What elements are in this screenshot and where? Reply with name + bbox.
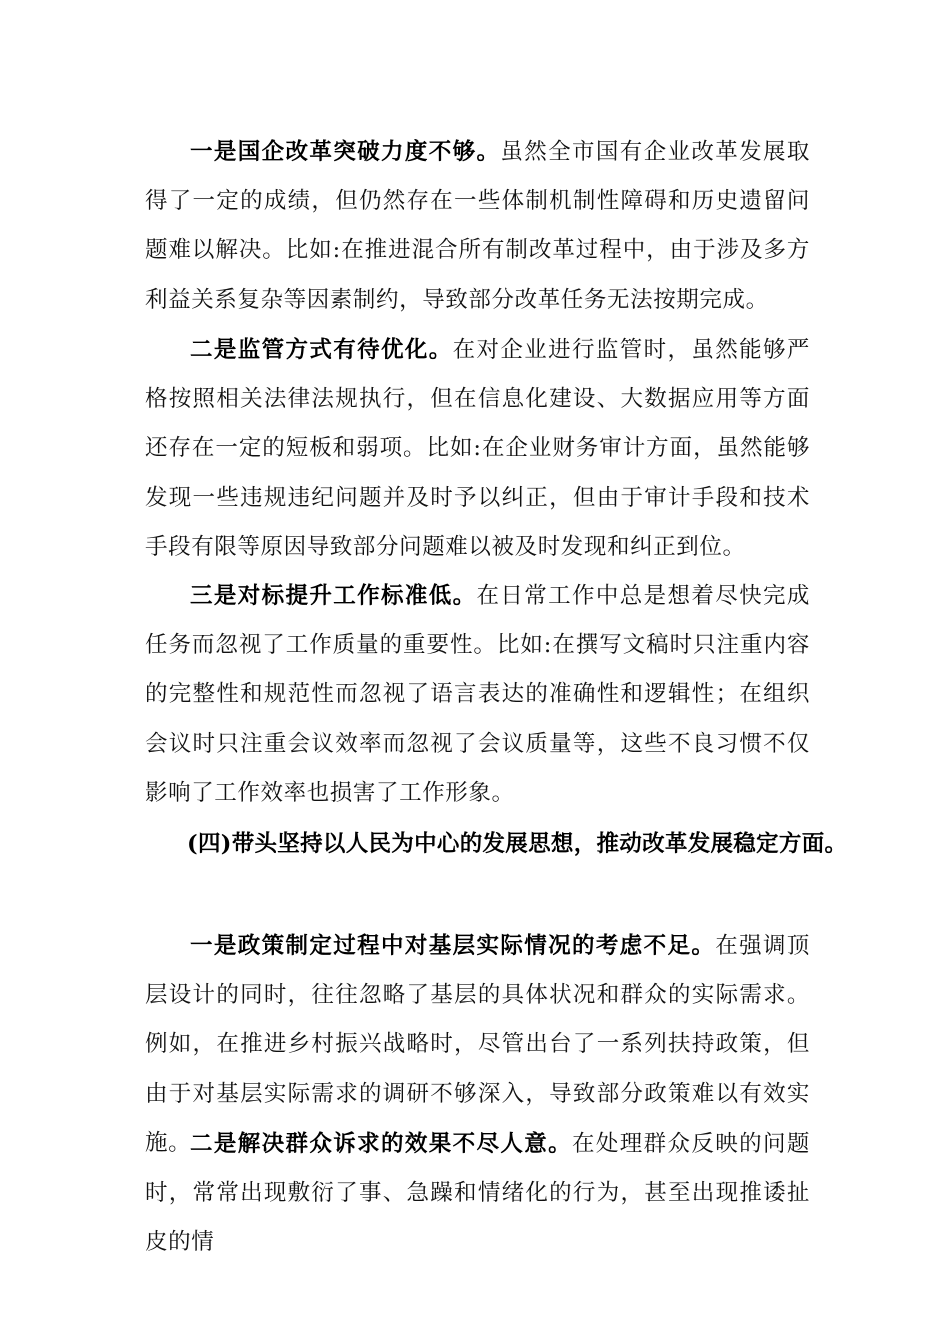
paragraph-lead: 二是解决群众诉求的效果不尽人意。 xyxy=(190,1131,573,1157)
paragraph-lead: 一是政策制定过程中对基层实际情况的考虑不足。 xyxy=(190,933,716,959)
paragraph-soe-reform xyxy=(145,128,810,325)
paragraph-public-appeals xyxy=(145,1120,810,1268)
paragraph-lead: 一是国企改革突破力度不够。 xyxy=(190,139,501,165)
paragraph-work-standards xyxy=(145,572,810,818)
paragraph-body: 在处理群众反映的问题时，常常出现敷衍了事、急躁和情绪化的行为，甚至出现推诿扯皮的情 xyxy=(145,1131,810,1256)
section-heading: (四)带头坚持以人民为中心的发展思想，推动改革发展稳定方面。 xyxy=(187,831,848,857)
paragraph-body: 虽然全市国有企业改革发展取得了一定的成绩，但仍然存在一些体制机制性障碍和历史遗留问题难以解决。比如:在推进混合所有制改革过程中，由于涉及多方利益关系复杂等因素制约，导致部分改革任务无法按期完成。 xyxy=(145,139,810,313)
paragraph-supervision xyxy=(145,326,810,572)
paragraph-body: 在强调顶层设计的同时，往往忽略了基层的具体状况和群众的实际需求。例如，在推进乡村振兴战略时，尽管出台了一系列扶持政策，但由于对基层实际需求的调研不够深入，导致部分政策难以有效实施。 xyxy=(145,933,810,1156)
paragraph-lead: 二是监管方式有待优化。 xyxy=(190,337,453,363)
paragraph-lead: 三是对标提升工作标准低。 xyxy=(190,583,477,609)
paragraph-body: 在日常工作中总是想着尽快完成任务而忽视了工作质量的重要性。比如:在撰写文稿时只注重内容的完整性和规范性而忽视了语言表达的准确性和逻辑性；在组织会议时只注重会议效率而忽视了会议质量等，这些不良习惯不仅影响了工作效率也损害了工作形象。 xyxy=(145,583,810,806)
paragraph-body: 在对企业进行监管时，虽然能够严格按照相关法律法规执行，但在信息化建设、大数据应用等方面还存在一定的短板和弱项。比如:在企业财务审计方面，虽然能够发现一些违规违纪问题并及时予以纠正，但由于审计手段和技术手段有限等原因导致部分问题难以被及时发现和纠正到位。 xyxy=(145,337,810,560)
